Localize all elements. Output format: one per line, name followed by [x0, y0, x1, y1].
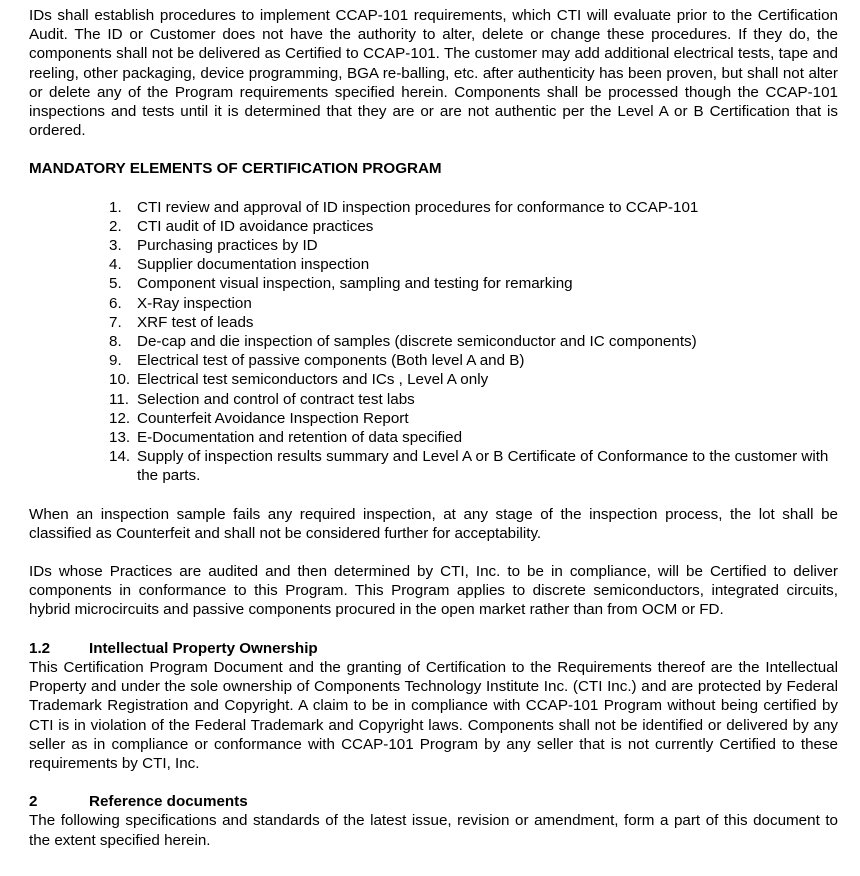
list-item: [109, 274, 838, 293]
compliance-paragraph: IDs whose Practices are audited and then determined by CTI, Inc. to be in compliance, will be Certified to deliver components in conformance to this Program. This Program applies to discrete semiconductors, integrated circuits, hybrid microcircuits and passive components procured in the open market rather than from OCM or FD.: [29, 563, 838, 619]
list-item: [109, 428, 838, 447]
list-item-text: CTI review and approval of ID inspection procedures for conformance to CCAP-101: [137, 198, 699, 216]
list-item-number: 13.: [109, 429, 131, 447]
list-item-text: Counterfeit Avoidance Inspection Report: [137, 409, 409, 427]
list-item: [109, 351, 838, 370]
list-item: [109, 198, 838, 217]
list-item-number: 1.: [109, 198, 122, 216]
list-item-number: 5.: [109, 275, 122, 293]
list-item-text: Electrical test semiconductors and ICs , Level A only: [137, 371, 489, 389]
list-item-text: CTI audit of ID avoidance practices: [137, 217, 374, 235]
list-item: [109, 217, 838, 236]
section-number: 2: [29, 793, 38, 811]
list-item: [109, 236, 838, 255]
list-item-number: 3.: [109, 237, 122, 255]
section-2-body: The following specifications and standards of the latest issue, revision or amendment, form a part of this document to the extent specified herein.: [29, 812, 838, 849]
list-item-text: Purchasing practices by ID: [137, 237, 318, 255]
list-item-text: Supply of inspection results summary and Level A or B Certificate of Conformance to the customer with the parts.: [137, 448, 829, 485]
failure-paragraph: When an inspection sample fails any required inspection, at any stage of the inspection process, the lot shall be classified as Counterfeit and shall not be considered further for acceptability.: [29, 505, 838, 542]
list-item-number: 10.: [109, 371, 131, 389]
list-item-text: E-Documentation and retention of data specified: [137, 429, 463, 447]
list-item-text: Selection and control of contract test labs: [137, 390, 415, 408]
list-item-number: 8.: [109, 333, 122, 351]
list-item-text: X-Ray inspection: [137, 294, 252, 312]
list-item-text: Electrical test of passive components (Both level A and B): [137, 352, 525, 370]
list-item-text: De-cap and die inspection of samples (discrete semiconductor and IC components): [137, 333, 697, 351]
section-title: Reference documents: [89, 793, 248, 811]
intro-paragraph: IDs shall establish procedures to implement CCAP-101 requirements, which CTI will evaluate prior to the Certification Audit. The ID or Customer does not have the authority to alter, delete or change these procedures. If they do, the components shall not be delivered as Certified to CCAP-101. The customer may add additional electrical tests, tape and reeling, other packaging, device programming, BGA re-balling, etc. after authenticity has been proven, but shall not alter or delete any of the Program requirements specified herein. Components shall be processed though the CCAP-101 inspections and tests until it is determined that they are or are not authentic per the Level A or B Certification that is ordered.: [29, 7, 838, 140]
list-item: [109, 409, 838, 428]
list-item-number: 7.: [109, 313, 122, 331]
list-item-text: XRF test of leads: [137, 313, 254, 331]
mandatory-elements-heading: MANDATORY ELEMENTS OF CERTIFICATION PROGRAM: [29, 160, 442, 178]
list-item-number: 11.: [109, 390, 129, 408]
list-item-number: 12.: [109, 409, 131, 427]
list-item-number: 9.: [109, 352, 122, 370]
list-item: [109, 370, 838, 389]
list-item: [109, 294, 838, 313]
section-1-2-body: This Certification Program Document and the granting of Certification to the Requirements thereof are the Intellectual Property and under the sole ownership of Components Technology Institute Inc. (CTI Inc.) and are protected by Federal Trademark Registration and Copyright. A claim to be in compliance with CCAP-101 Program without being certified by CTI is in violation of the Federal Trademark and Copyright laws. Components shall not be identified or delivered by any seller as in compliance or conformance with CCAP-101 Program by any seller that is not currently Certified to these requirements by CTI, Inc.: [29, 658, 838, 772]
list-item: [109, 313, 838, 332]
list-item: [109, 447, 838, 485]
section-title: Intellectual Property Ownership: [89, 639, 318, 657]
list-item-number: 6.: [109, 294, 122, 312]
list-item: [109, 390, 838, 409]
list-item-text: Component visual inspection, sampling and testing for remarking: [137, 275, 573, 293]
list-item-text: Supplier documentation inspection: [137, 256, 370, 274]
list-item-number: 14.: [109, 448, 131, 466]
section-1-2-heading: [29, 639, 838, 658]
list-item: [109, 255, 838, 274]
list-item: [109, 332, 838, 351]
list-item-number: 2.: [109, 217, 122, 235]
mandatory-elements-list: [29, 198, 838, 486]
list-item-number: 4.: [109, 256, 122, 274]
section-number: 1.2: [29, 639, 51, 657]
section-2-heading: [29, 792, 838, 811]
